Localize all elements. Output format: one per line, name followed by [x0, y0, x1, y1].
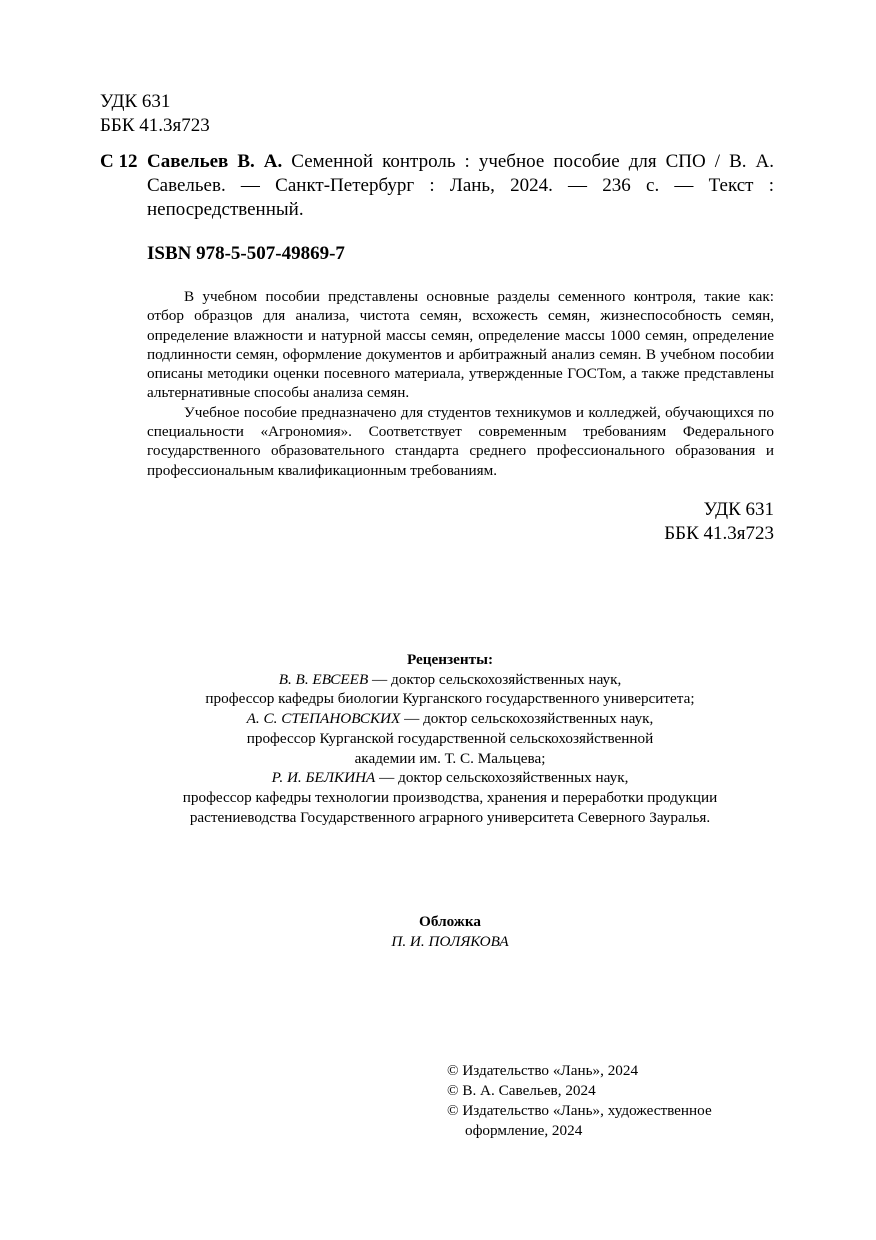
reviewer-line	[100, 768, 800, 788]
reviewer-degree: — доктор сельскохозяйственных наук,	[400, 710, 654, 728]
udk-code: УДК 631	[100, 91, 171, 112]
bbk-code: ББК 41.3я723	[100, 115, 210, 136]
reviewer-name: В. В. ЕВСЕЕВ	[278, 670, 369, 688]
abstract-paragraph: Учебное пособие предназначено для студентов техникумов и колледжей, обучающихся по специальности «Агрономия». Соответствует современным требованиям Федерального государственного образовательного стандарта среднего профессионального образования и профессиональным квалификационным требованиям.	[147, 403, 774, 479]
bbk-code: ББК 41.3я723	[664, 523, 774, 544]
cover-designer: П. И. ПОЛЯКОВА	[391, 932, 509, 950]
reviewer-name: Р. И. БЕЛКИНА	[271, 769, 376, 787]
reviewer-degree: — доктор сельскохозяйственных наук,	[368, 670, 622, 688]
title-description: Семенной контроль : учебное пособие для СПО / В. А. Савельев. — Санкт-Петербург : Лань, 2024. — 236 с. — Текст : непосредственный.	[147, 151, 774, 220]
reviewer-line	[100, 670, 800, 690]
copyright-line: © Издательство «Лань», 2024	[447, 1062, 639, 1079]
reviewers-block	[100, 650, 800, 827]
reviewer-position: академии им. Т. С. Мальцева;	[354, 749, 546, 767]
classification-top	[100, 90, 210, 138]
copyright-line: © В. А. Савельев, 2024	[447, 1082, 596, 1099]
copyright-block	[447, 1061, 767, 1141]
author-mark: С 12	[100, 151, 138, 172]
abstract	[147, 287, 774, 480]
isbn: ISBN 978-5-507-49869-7	[147, 243, 345, 264]
reviewer-degree: — доктор сельскохозяйственных наук,	[375, 769, 629, 787]
author-name: Савельев В. А.	[147, 151, 283, 172]
reviewer-position: растениеводства Государственного аграрного университета Северного Зауралья.	[189, 808, 711, 826]
reviewer-position: профессор кафедры технологии производства, хранения и переработки продукции	[182, 788, 718, 806]
reviewer-position: профессор кафедры биологии Курганского государственного университета;	[205, 690, 695, 708]
copyright-line: © Издательство «Лань», художественное	[447, 1102, 712, 1119]
reviewer-line	[100, 709, 800, 729]
abstract-paragraph: В учебном пособии представлены основные разделы семенного контроля, такие как: отбор образцов для анализа, чистота семян, всхожесть семян, жизнеспособность семян, определение влажности и натурной массы семян, определение массы 1000 семян, определение подлинности семян, оформление документов и арбитражный анализ семян. В учебном пособии описаны методики оценки посевного материала, утвержденные ГОСТом, а также представлены альтернативные способы анализа семян.	[147, 288, 774, 402]
cover-heading: Обложка	[419, 913, 481, 930]
bibliographic-description	[147, 150, 774, 222]
reviewers-heading: Рецензенты:	[406, 651, 494, 668]
reviewer-position: профессор Курганской государственной сельскохозяйственной	[246, 729, 654, 747]
classification-right	[664, 498, 774, 546]
reviewer-name: А. С. СТЕПАНОВСКИХ	[246, 710, 401, 728]
udk-code: УДК 631	[703, 499, 774, 520]
copyright-line: оформление, 2024	[465, 1122, 583, 1139]
cover-credit	[300, 912, 600, 951]
